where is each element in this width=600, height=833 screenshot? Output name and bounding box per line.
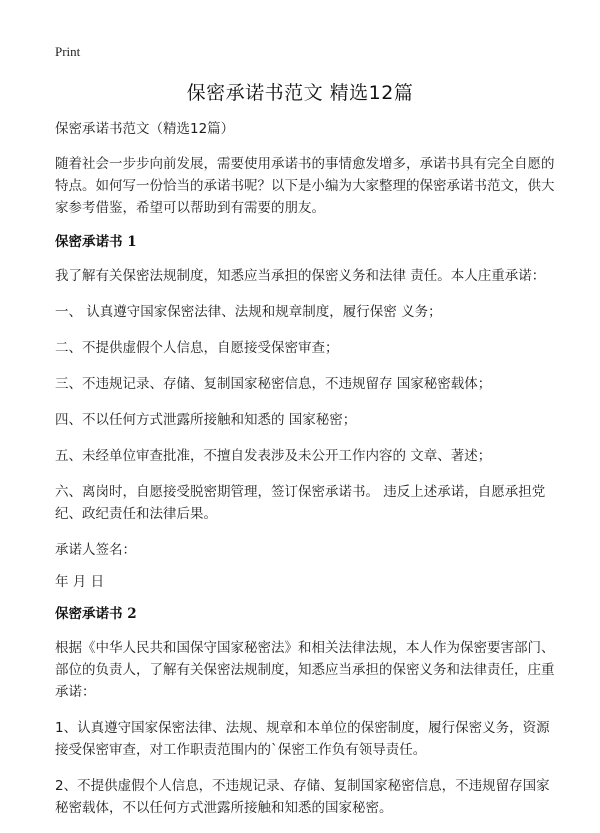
section-1 <box>55 231 555 593</box>
document-subtitle: 保密承诺书范文（精选12篇） <box>55 121 235 137</box>
section-2 <box>55 603 555 819</box>
paragraph: 二、不提供虚假个人信息，自愿接受保密审查； <box>55 340 339 356</box>
date-line: 年 月 日 <box>55 574 105 590</box>
signature-line: 承诺人签名： <box>55 542 136 558</box>
paragraph: 2、不提供虚假个人信息，不违规记录、存储、复制国家秘密信息，不违规留存国家秘密载体，不以任何方式泄露所接触和知悉的国家秘密。 <box>55 778 550 816</box>
paragraph: 1、认真遵守国家保密法律、法规、规章和本单位的保密制度，履行保密义务，资源接受保密审查，对工作职责范围内的`保密工作负有领导责任。 <box>55 720 550 758</box>
document-body <box>55 118 555 833</box>
section-heading: 保密承诺书 1 <box>55 234 137 250</box>
section-heading: 保密承诺书 2 <box>55 606 137 622</box>
intro-paragraph: 随着社会一步步向前发展，需要使用承诺书的事情愈发增多，承诺书具有完全自愿的特点。如何写一份恰当的承诺书呢？以下是小编为大家整理的保密承诺书范文，供大家参考借鉴，希望可以帮助到有需要的朋友。 <box>55 156 555 216</box>
paragraph: 根据《中华人民共和国保守国家秘密法》和相关法律法规，本人作为保密要害部门、部位的负责人，了解有关保密法规制度，知悉应当承担的保密义务和法律责任，庄重承诺： <box>55 640 555 700</box>
paragraph: 四、不以任何方式泄露所接触和知悉的 国家秘密； <box>55 412 357 428</box>
paragraph: 三、不违规记录、存储、复制国家秘密信息，不违规留存 国家秘密载体； <box>55 376 492 392</box>
paragraph: 六、离岗时，自愿接受脱密期管理，签订保密承诺书。 违反上述承诺，自愿承担党纪、政纪责任和法律后果。 <box>55 484 546 522</box>
paragraph: 五、未经单位审查批准，不擅自发表涉及未公开工作内容的 文章、著述； <box>55 448 492 464</box>
paragraph: 一、 认真遵守国家保密法律、法规和规章制度，履行保密 义务； <box>55 304 442 320</box>
paragraph: 我了解有关保密法规制度，知悉应当承担的保密义务和法律 责任。本人庄重承诺： <box>55 268 546 284</box>
print-link[interactable]: Print <box>55 44 81 59</box>
document-title: 保密承诺书范文 精选12篇 <box>186 82 414 104</box>
